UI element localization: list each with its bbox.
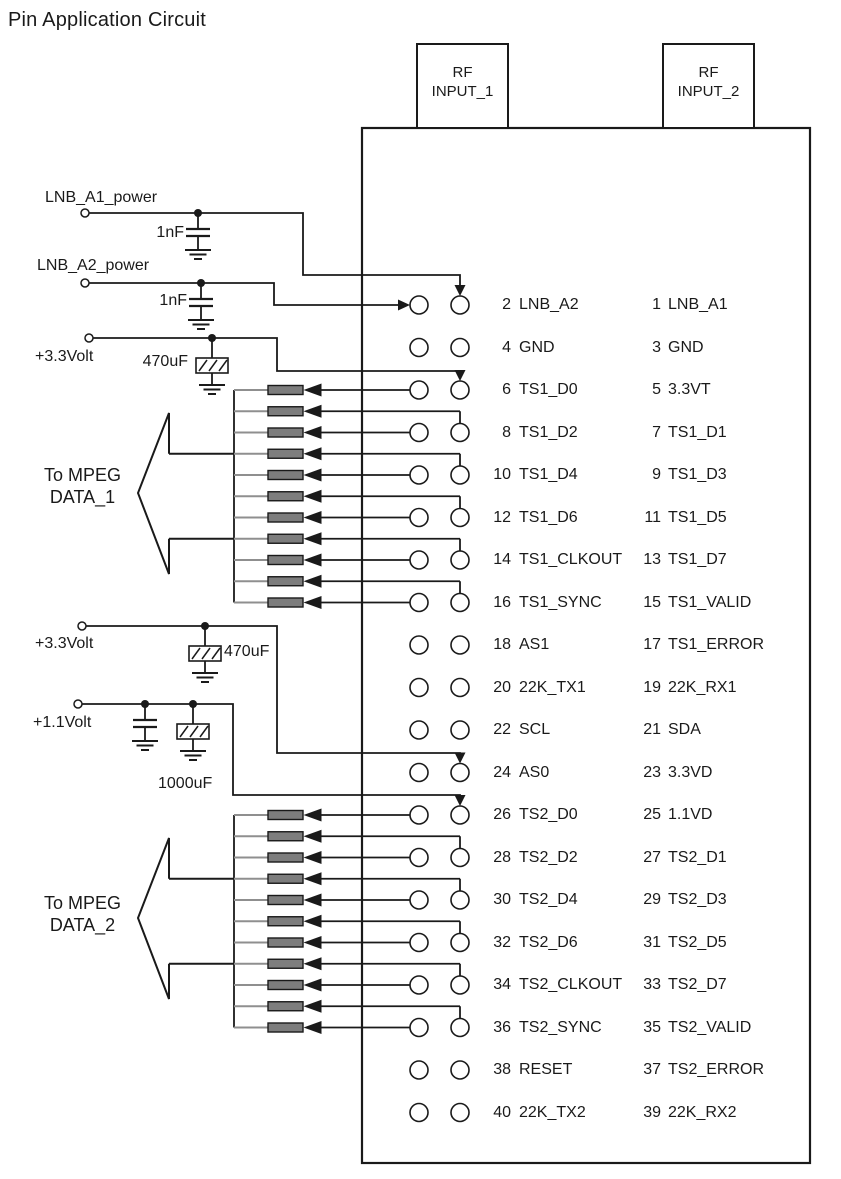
mpeg-data-2-line2: DATA_2 (49, 915, 116, 935)
pin-number-odd: 17 (643, 636, 661, 653)
pin-number-even: 36 (493, 1018, 511, 1036)
pin-label-even: AS1 (519, 636, 550, 653)
pin-label-odd: TS1_D1 (668, 423, 727, 441)
terminal-circle (81, 279, 89, 287)
pin-label-odd: TS1_D7 (668, 551, 727, 568)
pin-label-even: 22K_TX1 (519, 678, 586, 696)
pin-number-odd: 21 (643, 721, 661, 738)
pin-number-odd: 23 (643, 763, 661, 781)
pin-label-even: TS2_D0 (519, 806, 578, 823)
resistor-arrowhead-icon (304, 1000, 322, 1013)
resistor (268, 853, 303, 862)
pin-label-even: SCL (519, 721, 551, 738)
pin-label-even: 22K_TX2 (519, 1103, 586, 1121)
pin-number-odd: 19 (643, 678, 661, 696)
pin-number-even: 26 (493, 806, 511, 823)
resistor-arrowhead-icon (304, 1021, 322, 1034)
resistor (268, 938, 303, 947)
pin-number-even: 34 (493, 976, 511, 993)
arrow-into-pin2 (398, 300, 410, 311)
resistor-arrowhead-icon (304, 957, 322, 970)
mpeg-data-1-label (25, 464, 140, 508)
resistor-arrowhead-icon (304, 809, 322, 822)
lnb-a1-power-label: LNB_A1_power (45, 189, 158, 206)
resistor-arrowhead-icon (304, 532, 322, 545)
pin-number-odd: 37 (643, 1061, 661, 1078)
pin-number-odd: 3 (652, 338, 661, 356)
pin-circle-even (410, 721, 428, 739)
pin-label-even: TS1_SYNC (519, 593, 602, 611)
pin-label-even: LNB_A2 (519, 296, 579, 313)
pin-circle-even (410, 679, 428, 697)
mpeg-data-2-line1: To MPEG (43, 893, 122, 913)
pin-label-odd: TS2_VALID (668, 1018, 752, 1036)
pin-number-even: 8 (502, 423, 511, 441)
resistor (268, 896, 303, 905)
pin-number-odd: 29 (643, 891, 661, 908)
resistor (268, 832, 303, 841)
wire-lnb-a2 (89, 283, 399, 305)
pin-label-odd: TS2_D5 (668, 933, 727, 951)
resistor (268, 428, 303, 437)
pin-number-odd: 31 (643, 933, 661, 951)
pin-label-even: TS2_D2 (519, 848, 578, 866)
pin-number-even: 4 (502, 338, 511, 356)
resistor-arrowhead-icon (304, 554, 322, 567)
pin-circle-even (410, 339, 428, 357)
pin-circle-even (410, 424, 428, 442)
v33-mid-cap-value: 470uF (224, 643, 270, 660)
pin-label-odd: TS2_D7 (668, 976, 727, 993)
mpeg-data-1-line1: To MPEG (43, 465, 122, 485)
pin-circle-even (410, 806, 428, 824)
pin-number-odd: 25 (643, 806, 661, 823)
resistor-arrowhead-icon (304, 894, 322, 907)
pin-label-odd: TS1_VALID (668, 593, 752, 611)
pin-number-even: 30 (493, 891, 511, 908)
resistor (268, 407, 303, 416)
pin-label-even: TS1_D0 (519, 381, 578, 398)
pin-label-even: TS2_SYNC (519, 1018, 602, 1036)
resistor-arrowhead-icon (304, 915, 322, 928)
resistor-arrowhead-icon (304, 490, 322, 503)
resistor-arrowhead-icon (304, 575, 322, 588)
pin-circle-even (410, 466, 428, 484)
resistor (268, 449, 303, 458)
pin-number-even: 20 (493, 678, 511, 696)
pin-number-even: 10 (493, 466, 511, 483)
pin-circle-even (410, 849, 428, 867)
pin-circle-even (410, 594, 428, 612)
pin-label-odd: 3.3VD (668, 763, 713, 781)
pin-number-even: 28 (493, 848, 511, 866)
pin-label-even: TS1_D4 (519, 466, 578, 483)
pin-label-even: RESET (519, 1061, 573, 1078)
resistor (268, 534, 303, 543)
resistor (268, 811, 303, 820)
rf-input-2-label (663, 63, 754, 101)
resistor-arrowhead-icon (304, 511, 322, 524)
pin-label-odd: TS2_ERROR (668, 1061, 765, 1078)
pin-label-odd: TS1_D5 (668, 508, 727, 526)
resistor (268, 981, 303, 990)
pin-number-even: 22 (493, 721, 511, 738)
mpeg-block-arrow (138, 413, 169, 574)
pin-label-even: TS1_D6 (519, 508, 578, 526)
pin-label-even: AS0 (519, 763, 550, 781)
resistor (268, 492, 303, 501)
pin-number-odd: 7 (652, 423, 661, 441)
v33-top-cap-value: 470uF (142, 353, 188, 370)
pin-circle-even (410, 636, 428, 654)
pin-circle-even (410, 296, 428, 314)
pin-circle-even (410, 1019, 428, 1037)
pin-number-odd: 1 (652, 296, 661, 313)
pin-number-odd: 5 (652, 381, 661, 398)
resistor-arrowhead-icon (304, 936, 322, 949)
v11-cap-value: 1000uF (158, 775, 213, 792)
pin-label-odd: LNB_A1 (668, 296, 728, 313)
pin-circle-even (410, 764, 428, 782)
resistor-arrowhead-icon (304, 979, 322, 992)
resistor-arrowhead-icon (304, 830, 322, 843)
resistor-arrowhead-icon (304, 447, 322, 460)
pin-number-even: 38 (493, 1061, 511, 1078)
pin-number-odd: 39 (643, 1103, 661, 1121)
pin-circle-even (410, 976, 428, 994)
pin-number-odd: 35 (643, 1018, 661, 1036)
pin-label-even: GND (519, 338, 555, 356)
pin-label-odd: TS2_D1 (668, 848, 727, 866)
pin-number-odd: 15 (643, 593, 661, 611)
pin-label-odd: SDA (668, 721, 701, 738)
pin-number-odd: 11 (644, 508, 661, 526)
resistor (268, 386, 303, 395)
pin-number-odd: 13 (643, 551, 661, 568)
pin-circle-even (410, 1104, 428, 1122)
resistor-arrowhead-icon (304, 469, 322, 482)
pin-number-even: 6 (502, 381, 511, 398)
resistor-arrowhead-icon (304, 872, 322, 885)
pin-label-even: TS2_D6 (519, 933, 578, 951)
pin-circle-even (410, 891, 428, 909)
pin-number-even: 18 (493, 636, 511, 653)
pin-circle-even (410, 1061, 428, 1079)
pin-label-odd: GND (668, 338, 704, 356)
v11-label: +1.1Volt (33, 714, 92, 731)
rf-input-2-line2: INPUT_2 (677, 83, 740, 100)
terminal-circle (81, 209, 89, 217)
pin-label-even: TS2_CLKOUT (519, 976, 623, 993)
mpeg-data-1-line2: DATA_1 (49, 487, 116, 507)
rf-input-1-line1: RF (452, 64, 473, 81)
resistor (268, 598, 303, 607)
pin-label-odd: 3.3VT (668, 381, 711, 398)
pin-circle-even (410, 934, 428, 952)
pin-number-odd: 27 (643, 848, 661, 866)
pin-label-odd: 22K_RX2 (668, 1103, 737, 1121)
pin-number-even: 16 (493, 593, 511, 611)
resistor-arrowhead-icon (304, 384, 322, 397)
pin-label-odd: TS1_ERROR (668, 636, 765, 653)
pin-label-odd: 1.1VD (668, 806, 713, 823)
rf-input-1-label (417, 63, 508, 101)
resistor (268, 959, 303, 968)
resistor (268, 1002, 303, 1011)
resistor-arrowhead-icon (304, 426, 322, 439)
pin-circle-even (410, 509, 428, 527)
wire-v33-mid (86, 626, 460, 754)
pin-circle-even (410, 551, 428, 569)
page-title: Pin Application Circuit (8, 9, 207, 31)
pin-number-even: 24 (493, 763, 511, 781)
terminal-circle (85, 334, 93, 342)
mpeg-data-2-label (25, 892, 140, 936)
lnb-a1-cap-value: 1nF (156, 224, 184, 241)
pin-number-even: 14 (493, 551, 511, 568)
pin-circle-even (410, 381, 428, 399)
lnb-a2-power-label: LNB_A2_power (37, 257, 150, 274)
pin-number-even: 2 (502, 296, 511, 313)
resistor-arrowhead-icon (304, 596, 322, 609)
pin-label-odd: TS1_D3 (668, 466, 727, 483)
pin-label-odd: 22K_RX1 (668, 678, 737, 696)
pin-label-odd: TS2_D3 (668, 891, 727, 908)
resistor (268, 1023, 303, 1032)
pin-label-even: TS1_D2 (519, 423, 578, 441)
v33-top-label: +3.3Volt (35, 348, 94, 365)
lnb-a2-cap-value: 1nF (159, 292, 187, 309)
resistor (268, 577, 303, 586)
rf-input-2-line1: RF (698, 64, 719, 81)
pin-label-even: TS1_CLKOUT (519, 551, 623, 568)
pin-number-even: 32 (493, 933, 511, 951)
resistor (268, 917, 303, 926)
terminal-circle (74, 700, 82, 708)
resistor-arrowhead-icon (304, 405, 322, 418)
pin-label-even: TS2_D4 (519, 891, 578, 908)
resistor (268, 556, 303, 565)
pin-number-even: 40 (493, 1103, 511, 1121)
resistor (268, 874, 303, 883)
resistor (268, 513, 303, 522)
pin-number-odd: 33 (643, 976, 661, 993)
mpeg-block-arrow (138, 838, 169, 999)
wire-v11 (82, 704, 460, 796)
v33-mid-label: +3.3Volt (35, 635, 94, 652)
pin-number-odd: 9 (652, 466, 661, 483)
rf-input-1-line2: INPUT_1 (431, 83, 494, 100)
pin-number-even: 12 (493, 508, 511, 526)
resistor-arrowhead-icon (304, 851, 322, 864)
terminal-circle (78, 622, 86, 630)
resistor (268, 471, 303, 480)
